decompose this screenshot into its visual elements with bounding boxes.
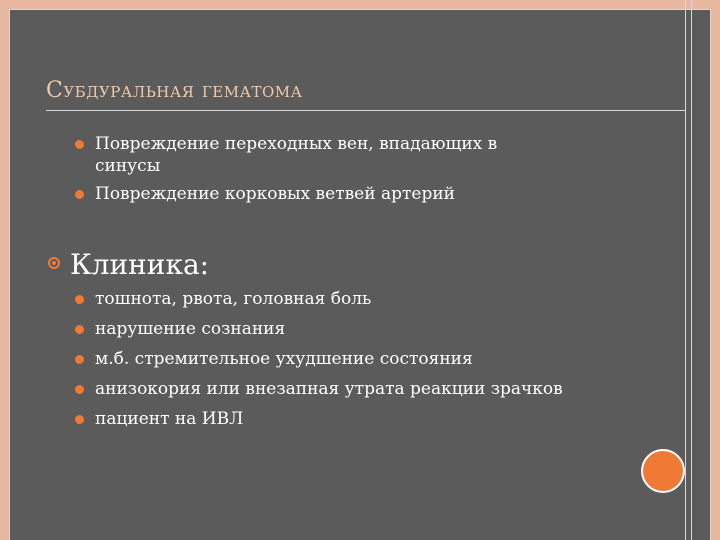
clinic-bullet-list (75, 288, 565, 438)
bullet-icon (75, 295, 84, 304)
bullet-icon (75, 140, 84, 149)
list-item (75, 318, 565, 340)
bullet-icon (75, 415, 84, 424)
section-heading (48, 248, 209, 281)
slide-border-right (711, 0, 720, 540)
list-item (75, 183, 565, 205)
decorative-circle-icon (641, 449, 685, 493)
slide-border-top (0, 0, 720, 9)
list-item-text: пациент на ИВЛ (95, 409, 244, 429)
list-item-text: нарушение сознания (95, 319, 286, 339)
list-item-text: тошнота, рвота, головная боль (95, 289, 372, 309)
list-item-text: Повреждение переходных вен, впадающих в синусы (95, 134, 498, 176)
slide-border-left (0, 0, 9, 540)
list-item (75, 348, 565, 370)
list-item (75, 288, 565, 310)
slide-title: Субдуральная гематома (46, 78, 303, 103)
bullet-icon (75, 325, 84, 334)
bullet-icon (75, 355, 84, 364)
list-item-text: м.б. стремительное ухудшение состояния (95, 349, 473, 369)
list-item-text: Повреждение корковых ветвей артерий (95, 184, 455, 204)
title-underline (46, 110, 686, 111)
ring-bullet-icon (48, 257, 60, 269)
decorative-vertical-line-2 (691, 0, 692, 540)
top-bullet-list (75, 133, 565, 205)
list-item (75, 378, 565, 400)
section-heading-text: Клиника: (70, 248, 210, 281)
decorative-vertical-line (685, 0, 686, 540)
list-item (75, 408, 565, 430)
bullet-icon (75, 190, 84, 199)
bullet-icon (75, 385, 84, 394)
list-item (75, 133, 565, 177)
list-item-text: анизокория или внезапная утрата реакции зрачков (95, 379, 563, 399)
